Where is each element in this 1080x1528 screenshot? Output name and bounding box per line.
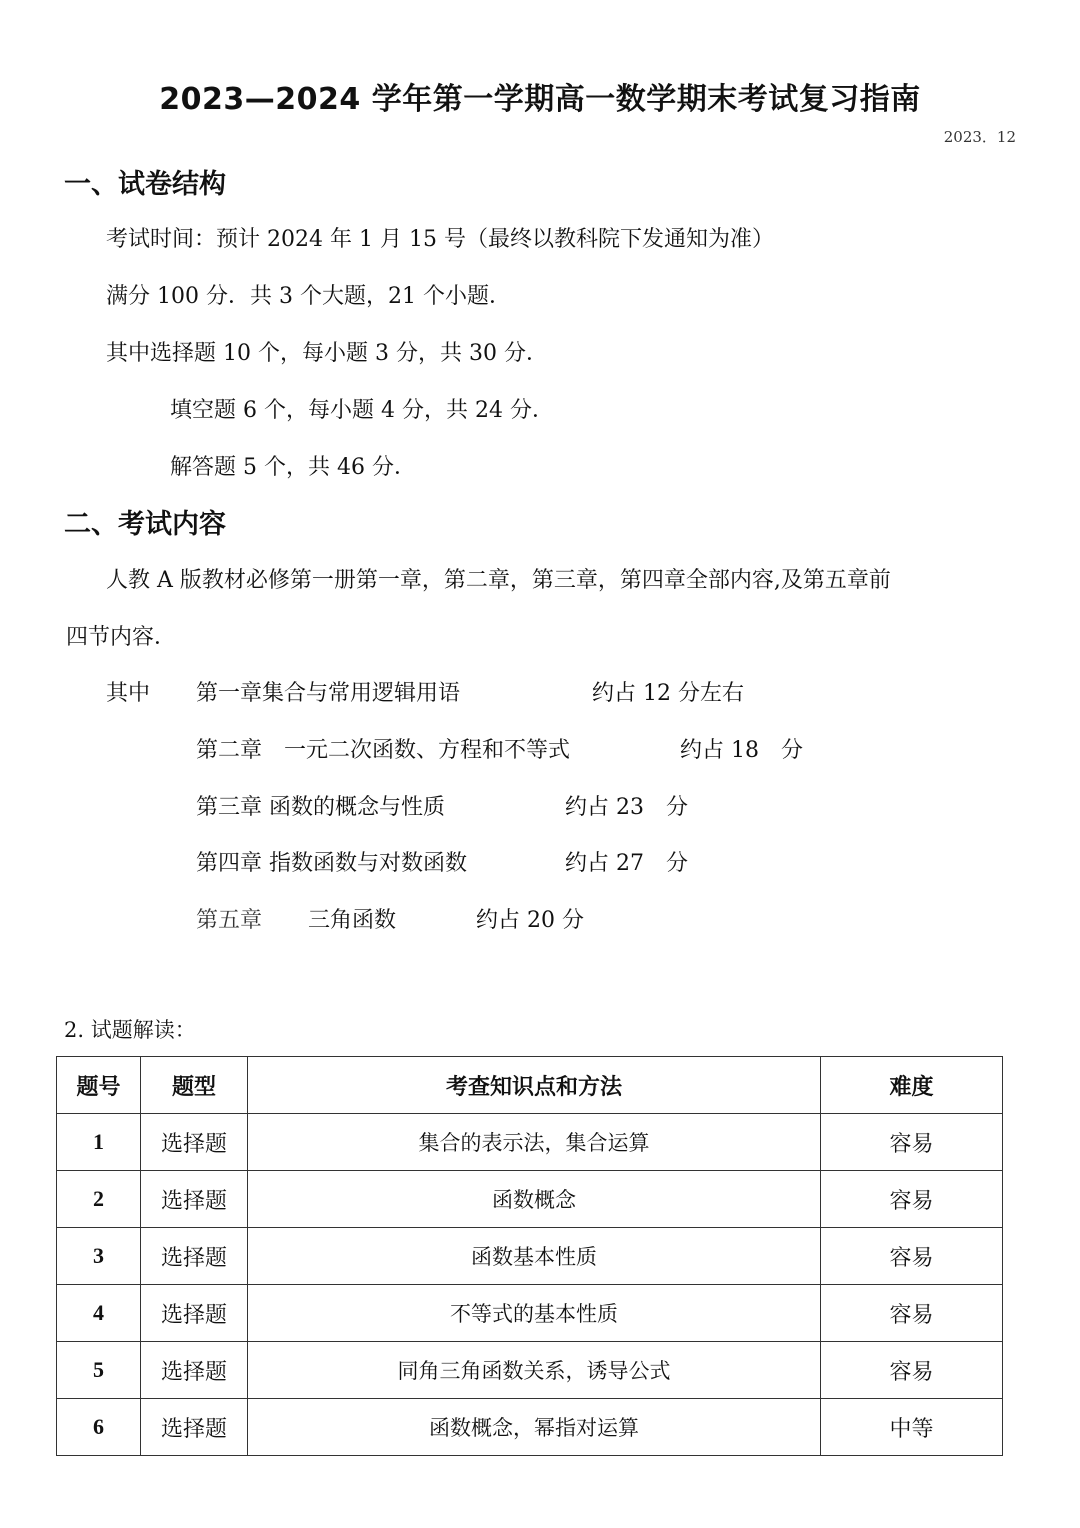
- full-score-line: 满分 100 分．共 3 个大题，21 个小题．: [106, 284, 511, 309]
- header-type: 题型: [141, 1057, 248, 1114]
- header-knowledge: 考查知识点和方法: [248, 1057, 821, 1114]
- table-caption: 2. 试题解读：: [64, 1018, 196, 1042]
- cell-type: 选择题: [141, 1228, 248, 1285]
- cell-difficulty: 容易: [821, 1228, 1003, 1285]
- cell-knowledge: 不等式的基本性质: [248, 1285, 821, 1342]
- cell-number: 1: [57, 1114, 141, 1171]
- chapter-4-name: 第四章 指数函数与对数函数: [196, 851, 467, 876]
- content-paragraph-line2: 四节内容．: [66, 625, 177, 650]
- chapter-5-score: 约占 20 分: [476, 908, 584, 933]
- question-analysis-table: [56, 1056, 1003, 1456]
- cell-type: 选择题: [141, 1114, 248, 1171]
- cell-difficulty: 容易: [821, 1285, 1003, 1342]
- header-difficulty: 难度: [821, 1057, 1003, 1114]
- table-row: [57, 1342, 1003, 1399]
- section-heading-structure: 一、试卷结构: [64, 169, 226, 200]
- table-row: [57, 1171, 1003, 1228]
- chapter-1-score: 约占 12 分左右: [592, 681, 744, 706]
- cell-number: 5: [57, 1342, 141, 1399]
- document-date: 2023．12: [943, 128, 1016, 146]
- cell-type: 选择题: [141, 1399, 248, 1456]
- answer-questions-line: 解答题 5 个，共 46 分．: [170, 455, 416, 480]
- chapter-2-name: 第二章 一元二次函数、方程和不等式: [196, 738, 571, 763]
- chapter-2-score: 约占 18 分: [680, 738, 803, 763]
- cell-number: 6: [57, 1399, 141, 1456]
- cell-type: 选择题: [141, 1171, 248, 1228]
- cell-knowledge: 函数概念: [248, 1171, 821, 1228]
- table-row: [57, 1114, 1003, 1171]
- chapter-5-title: 三角函数: [308, 908, 397, 933]
- cell-number: 3: [57, 1228, 141, 1285]
- table-row: [57, 1228, 1003, 1285]
- table-row: [57, 1285, 1003, 1342]
- page-title: 2023—2024 学年第一学期高一数学期末考试复习指南: [159, 82, 921, 117]
- content-paragraph-line1: 人教 A 版教材必修第一册第一章，第二章，第三章，第四章全部内容,及第五章前: [106, 568, 891, 593]
- cell-type: 选择题: [141, 1342, 248, 1399]
- cell-difficulty: 容易: [821, 1171, 1003, 1228]
- cell-knowledge: 集合的表示法，集合运算: [248, 1114, 821, 1171]
- fill-blank-line: 填空题 6 个，每小题 4 分，共 24 分．: [170, 398, 554, 423]
- cell-number: 2: [57, 1171, 141, 1228]
- section-heading-content: 二、考试内容: [64, 509, 226, 540]
- choice-questions-line: 其中选择题 10 个，每小题 3 分，共 30 分．: [106, 341, 548, 366]
- cell-difficulty: 中等: [821, 1399, 1003, 1456]
- chapter-3-score: 约占 23 分: [565, 795, 688, 820]
- cell-difficulty: 容易: [821, 1114, 1003, 1171]
- header-number: 题号: [57, 1057, 141, 1114]
- chapter-3-name: 第三章 函数的概念与性质: [196, 795, 445, 820]
- cell-knowledge: 同角三角函数关系，诱导公式: [248, 1342, 821, 1399]
- cell-number: 4: [57, 1285, 141, 1342]
- exam-time-line: 考试时间：预计 2024 年 1 月 15 号（最终以教科院下发通知为准）: [106, 227, 774, 252]
- table-row: [57, 1399, 1003, 1456]
- cell-knowledge: 函数概念，幂指对运算: [248, 1399, 821, 1456]
- chapter-4-score: 约占 27 分: [565, 851, 688, 876]
- chapter-1-name: 第一章集合与常用逻辑用语: [196, 681, 461, 706]
- cell-type: 选择题: [141, 1285, 248, 1342]
- cell-difficulty: 容易: [821, 1342, 1003, 1399]
- chapters-lead: 其中: [106, 681, 151, 706]
- cell-knowledge: 函数基本性质: [248, 1228, 821, 1285]
- table-header-row: [57, 1057, 1003, 1114]
- chapter-5-name: 第五章: [196, 908, 263, 933]
